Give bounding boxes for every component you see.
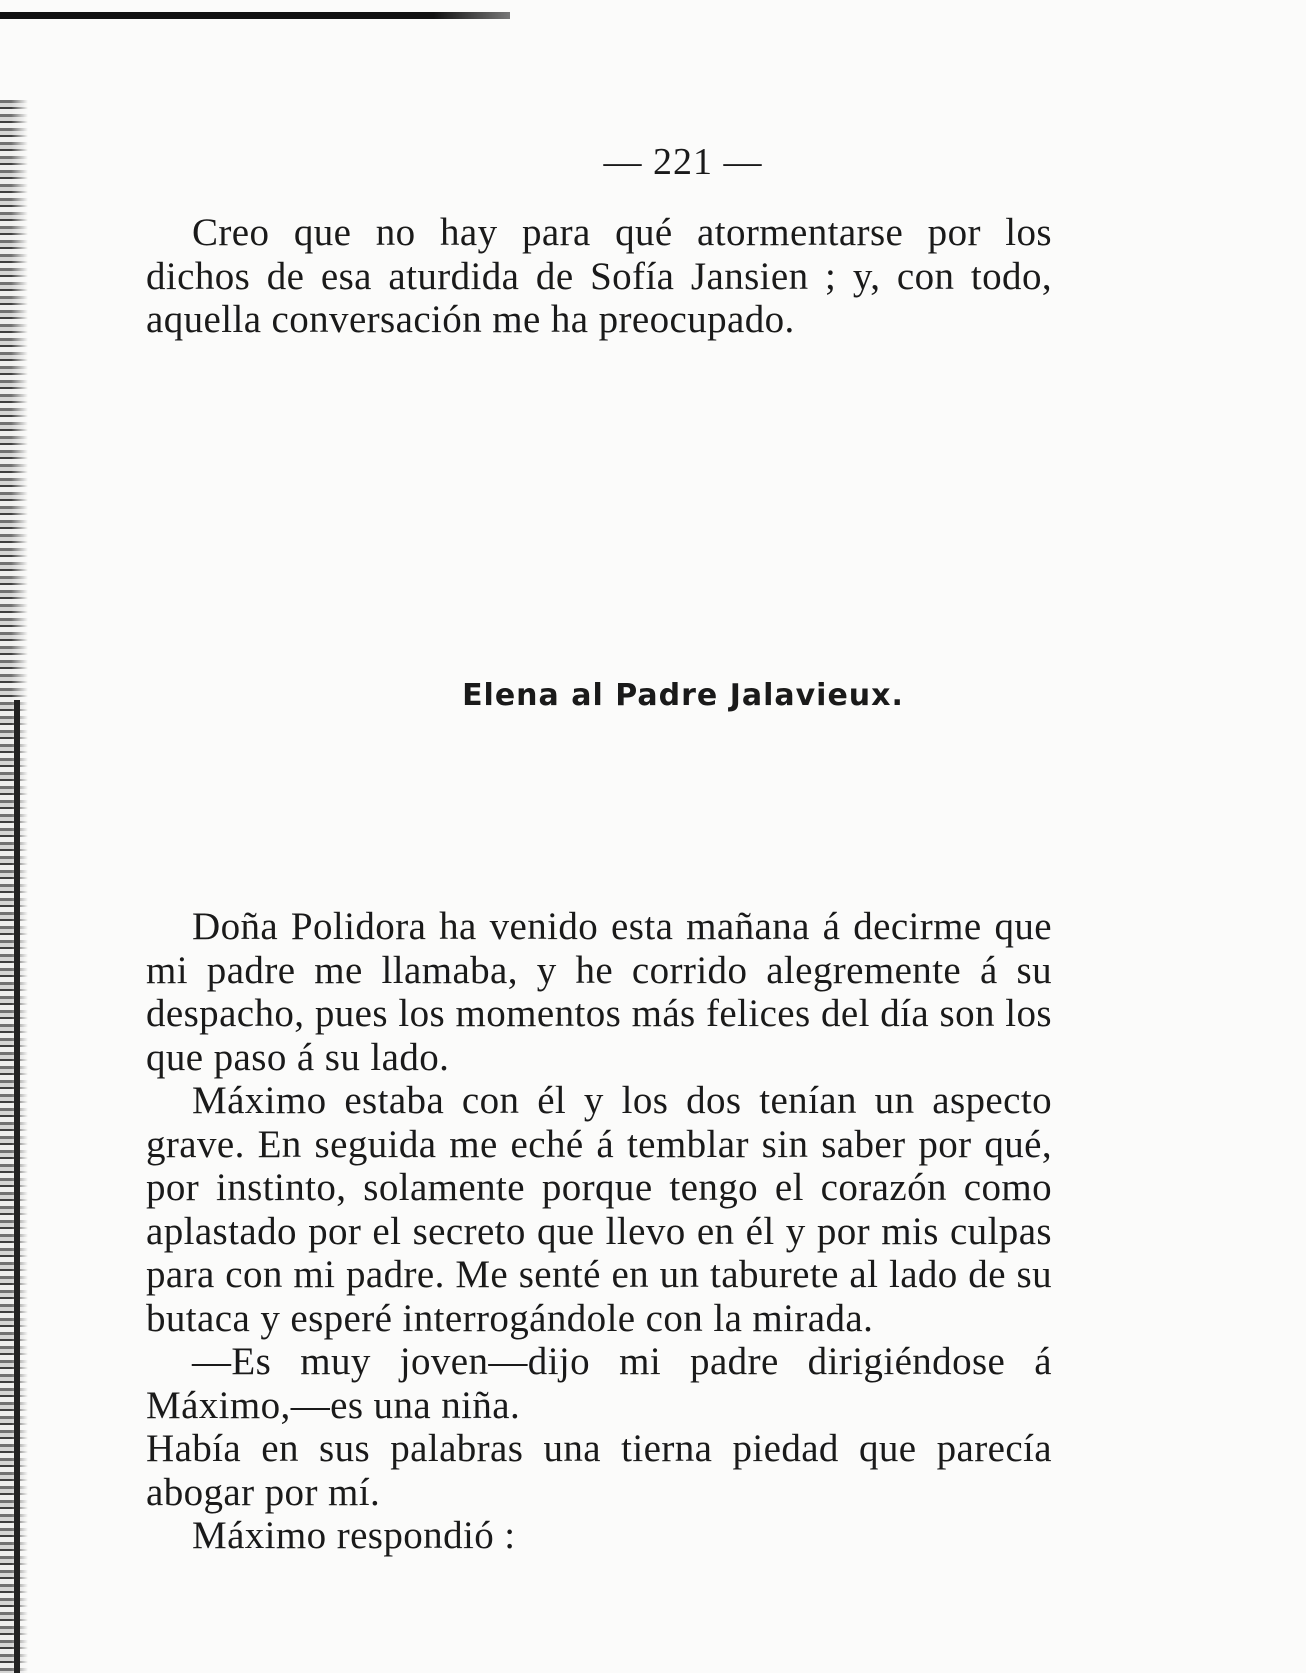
page-number: — 221 — [603,141,763,183]
paragraph: Máximo respondió : [192,1514,516,1557]
top-rule [0,12,510,19]
paragraph: Había en sus palabras una tierna piedad que parecía abogar por mí. [146,1427,1052,1514]
letter-text-block [146,905,1052,1558]
section-heading: Elena al Padre Jalavieux. [462,678,904,713]
opening-text-block [146,211,1052,342]
paragraph: —Es muy joven—dijo mi padre dirigiéndose á Máximo,—es una niña. [146,1340,1052,1427]
paragraph: Máximo estaba con él y los dos tenían un aspecto grave. En seguida me eché á temblar sin saber por qué, por instinto, solamente porque tengo el corazón como aplastado por el secreto que llevo en él y por mis culpas para con mi padre. Me senté en un taburete al lado de su butaca y esperé interrogándole con la mirada. [146,1079,1052,1340]
binding-line [14,700,20,1673]
paragraph: Doña Polidora ha venido esta mañana á decirme que mi padre me llamaba, y he corrido alegremente á su despacho, pues los momentos más felices del día son los que paso á su lado. [146,905,1052,1079]
opening-paragraph: Creo que no hay para qué atormentarse por los dichos de esa aturdida de Sofía Jansien ; y, con todo, aquella conversación me ha preocupado. [146,211,1052,341]
